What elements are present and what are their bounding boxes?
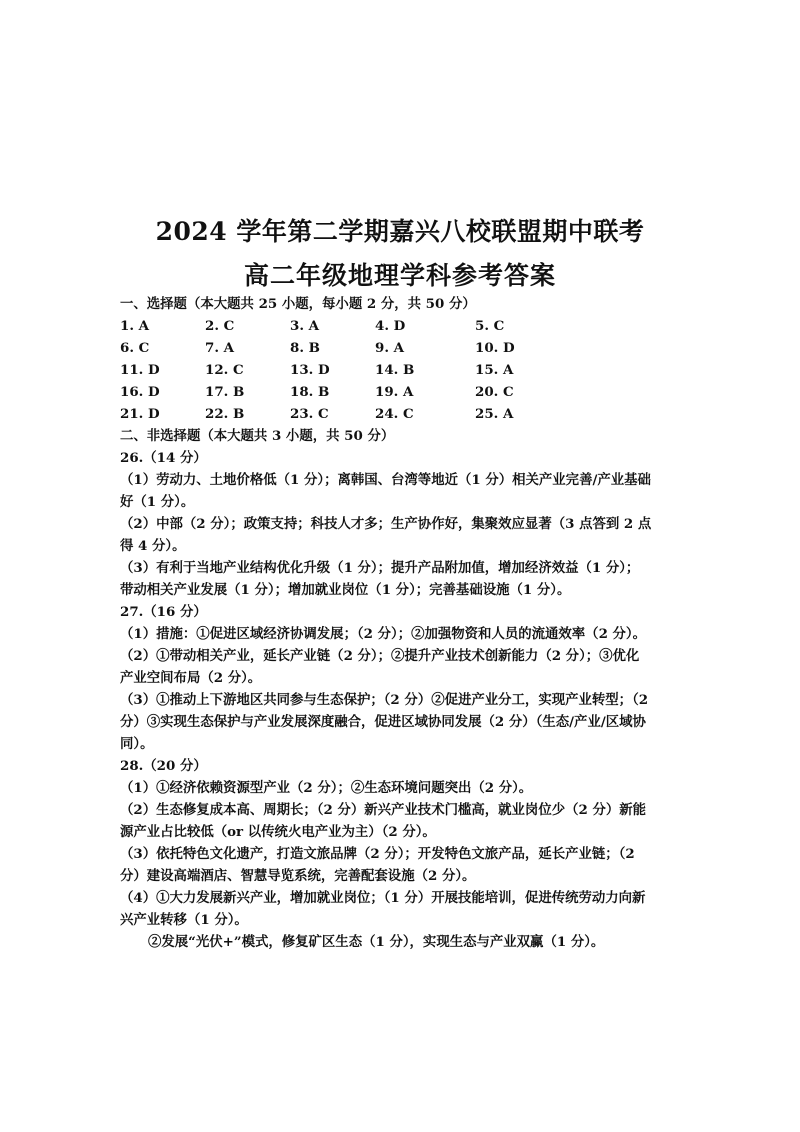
q27-heading: 27.（16 分）	[120, 604, 207, 620]
answer-cell: 6. C	[120, 340, 150, 356]
section1-heading: 一、选择题（本大题共 25 小题，每小题 2 分，共 50 分）	[120, 296, 476, 312]
answer-cell: 19. A	[375, 384, 414, 400]
q27-answer-3-cont2: 同）。	[120, 736, 154, 752]
answer-cell: 17. B	[205, 384, 245, 400]
answer-cell: 25. A	[475, 406, 514, 422]
q27-answer-2: （2）①带动相关产业，延长产业链（2 分）；②提升产业技术创新能力（2 分）；③优化	[120, 648, 640, 664]
answer-cell: 10. D	[475, 340, 515, 356]
page-title: 2024 学年第二学期嘉兴八校联盟期中联考	[155, 217, 645, 246]
answer-row	[120, 403, 692, 425]
answer-row	[120, 337, 692, 359]
answer-row	[120, 381, 692, 403]
q26-heading: 26.（14 分）	[120, 450, 207, 466]
q28-answer-2-cont: 源产业占比较低（or 以传统火电产业为主）（2 分）。	[120, 824, 436, 840]
answer-cell: 20. C	[475, 384, 514, 400]
answer-cell: 2. C	[205, 318, 235, 334]
answer-cell: 18. B	[290, 384, 330, 400]
answer-row	[120, 359, 692, 381]
answer-cell: 21. D	[120, 406, 160, 422]
answer-row	[120, 315, 692, 337]
q28-answer-3: （3）依托特色文化遗产，打造文旅品牌（2 分）；开发特色文旅产品，延长产业链；（2	[120, 846, 635, 862]
answer-cell: 8. B	[290, 340, 320, 356]
answer-cell: 7. A	[205, 340, 235, 356]
answer-cell: 16. D	[120, 384, 160, 400]
q28-answer-4-part2: ②发展“光伏+”模式，修复矿区生态（1 分），实现生态与产业双赢（1 分）。	[148, 934, 605, 950]
answer-cell: 11. D	[120, 362, 160, 378]
answer-cell: 9. A	[375, 340, 405, 356]
q27-answer-3: （3）①推动上下游地区共同参与生态保护；（2 分）②促进产业分工，实现产业转型；（2	[120, 692, 649, 708]
q26-answer-1-cont: 好（1 分）。	[120, 494, 195, 510]
q28-heading: 28.（20 分）	[120, 758, 207, 774]
q28-answer-1: （1）①经济依赖资源型产业（2 分）；②生态环境问题突出（2 分）。	[120, 780, 533, 796]
answer-cell: 23. C	[290, 406, 329, 422]
page-subtitle: 高二年级地理学科参考答案	[243, 261, 556, 290]
answer-cell: 22. B	[205, 406, 245, 422]
q26-answer-3-cont: 带动相关产业发展（1 分）；增加就业岗位（1 分）；完善基础设施（1 分）。	[120, 582, 571, 598]
q26-answer-2-cont: 得 4 分）。	[120, 538, 186, 554]
q26-answer-1: （1）劳动力、土地价格低（1 分）；离韩国、台湾等地近（1 分）相关产业完善/产业基础	[120, 472, 651, 488]
choice-answer-grid	[120, 315, 692, 425]
answer-cell: 15. A	[475, 362, 514, 378]
answer-content	[120, 293, 692, 953]
answer-cell: 13. D	[290, 362, 330, 378]
q28-answer-4: （4）①大力发展新兴产业，增加就业岗位；（1 分）开展技能培训，促进传统劳动力向新	[120, 890, 646, 906]
q27-answer-2-cont: 产业空间布局（2 分）。	[120, 670, 262, 686]
q26-answer-2: （2）中部（2 分）；政策支持；科技人才多；生产协作好，集聚效应显著（3 点答到 2 点	[120, 516, 652, 532]
answer-cell: 12. C	[205, 362, 244, 378]
q28-answer-3-cont: 分）建设高端酒店、智慧导览系统，完善配套设施（2 分）。	[120, 868, 476, 884]
answer-cell: 1. A	[120, 318, 150, 334]
q26-answer-3: （3）有利于当地产业结构优化升级（1 分）；提升产品附加值，增加经济效益（1 分）；	[120, 560, 640, 576]
answer-cell: 24. C	[375, 406, 414, 422]
answer-cell: 5. C	[475, 318, 505, 334]
answer-cell: 4. D	[375, 318, 406, 334]
q28-answer-2: （2）生态修复成本高、周期长；（2 分）新兴产业技术门槛高，就业岗位少（2 分）新能	[120, 802, 647, 818]
q27-answer-3-cont: 分）③实现生态保护与产业发展深度融合，促进区域协同发展（2 分）（生态/产业/区域协	[120, 714, 646, 730]
q27-answer-1: （1）措施：①促进区域经济协调发展；（2 分）；②加强物资和人员的流通效率（2 分）。	[120, 626, 647, 642]
section2-heading: 二、非选择题（本大题共 3 小题，共 50 分）	[120, 428, 395, 444]
answer-cell: 14. B	[375, 362, 415, 378]
answer-cell: 3. A	[290, 318, 320, 334]
q28-answer-4-cont: 兴产业转移（1 分）。	[120, 912, 248, 928]
